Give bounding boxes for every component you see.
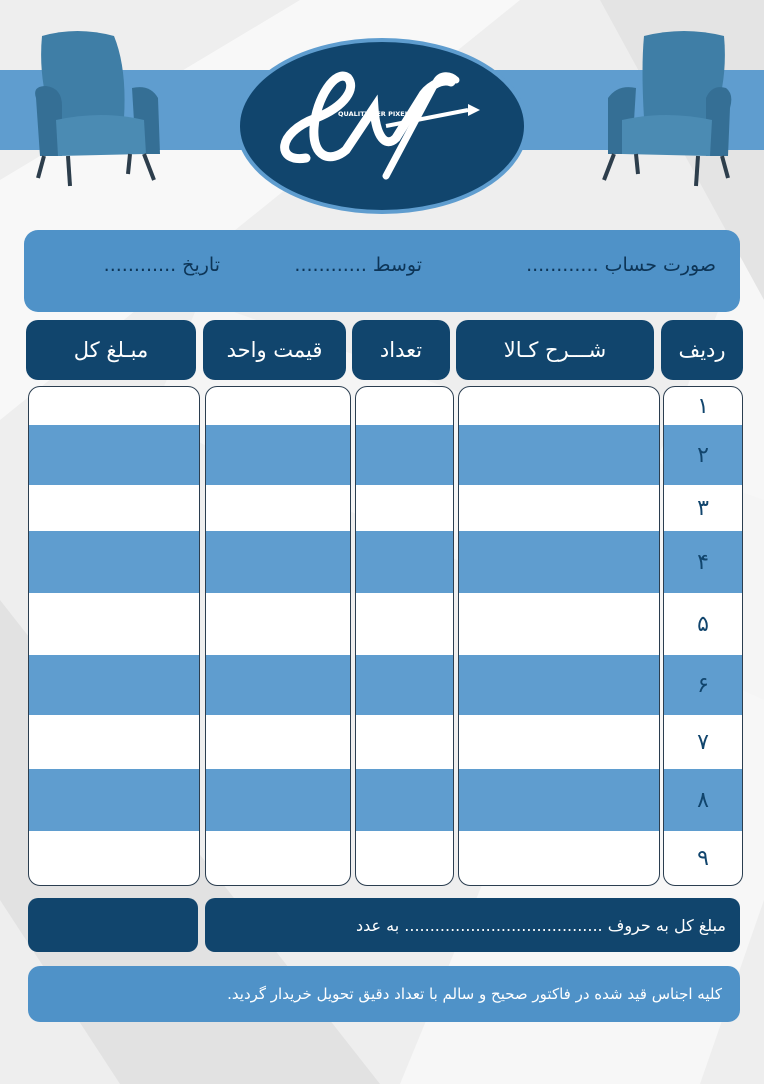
delivery-note: کلیه اجناس قید شده در فاکتور صحیح و سالم با تعداد دقیق تحویل خریدار گردید. xyxy=(28,966,740,1022)
row-number-6: ۶ xyxy=(664,655,742,715)
table-row xyxy=(29,655,199,715)
row-number-column xyxy=(663,386,743,886)
description-column[interactable] xyxy=(458,386,660,886)
table-row xyxy=(29,531,199,593)
invoice-label: صورت حساب ............ xyxy=(526,254,716,276)
table-row xyxy=(206,655,350,715)
row-number-3: ۳ xyxy=(697,495,709,521)
table-row xyxy=(459,531,659,593)
invoice-info-bar xyxy=(24,230,740,312)
table-row xyxy=(356,655,453,715)
armchair-image-right xyxy=(586,28,736,188)
row-number-1: ۱ xyxy=(697,393,709,419)
row-number-7: ۷ xyxy=(697,729,709,755)
table-row xyxy=(459,769,659,831)
armchair-image-left xyxy=(32,28,182,188)
total-column[interactable] xyxy=(28,386,200,886)
column-header-description: شـــرح کـالا xyxy=(456,320,654,380)
issued-by-label: توسط ............ xyxy=(294,254,422,276)
date-label: تاریخ ............ xyxy=(103,254,220,276)
total-in-words: مبلغ کل به حروف ....................................... به عدد xyxy=(205,898,740,952)
row-number-9: ۹ xyxy=(697,845,709,871)
table-row xyxy=(459,655,659,715)
column-header-quantity: تعداد xyxy=(352,320,450,380)
table-row xyxy=(356,425,453,485)
table-row xyxy=(356,769,453,831)
row-number-2: ۲ xyxy=(664,425,742,485)
row-number-8: ۸ xyxy=(664,769,742,831)
table-row xyxy=(29,769,199,831)
table-row xyxy=(459,425,659,485)
table-row xyxy=(206,531,350,593)
unit-price-column[interactable] xyxy=(205,386,351,886)
brand-logo xyxy=(236,38,528,214)
table-row xyxy=(356,531,453,593)
table-row xyxy=(206,769,350,831)
row-number-5: ۵ xyxy=(697,611,709,637)
row-number-4: ۴ xyxy=(664,531,742,593)
column-header-row: ردیف xyxy=(661,320,743,380)
quantity-column[interactable] xyxy=(355,386,454,886)
table-row xyxy=(206,425,350,485)
logo-tagline: QUALITY PER PIXEL xyxy=(338,110,409,118)
grand-total-box[interactable] xyxy=(28,898,198,952)
column-header-total: مبـلغ کل xyxy=(26,320,196,380)
column-header-unit-price: قیمت واحد xyxy=(203,320,346,380)
table-row xyxy=(29,425,199,485)
